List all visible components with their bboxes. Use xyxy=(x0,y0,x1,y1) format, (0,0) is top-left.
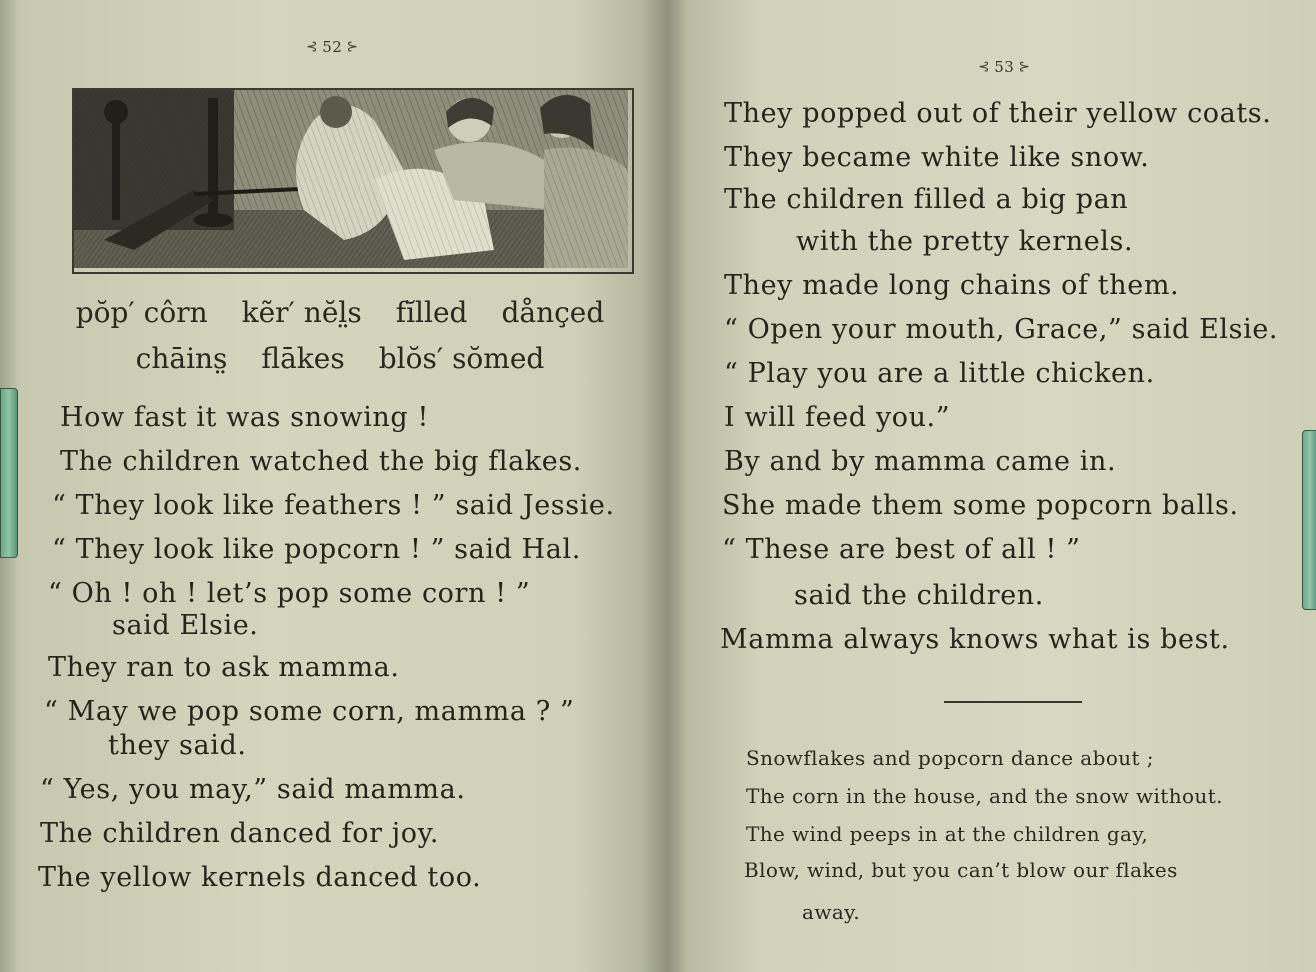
text-line: I will feed you.” xyxy=(724,402,951,433)
ornament-right-icon: ⊱ xyxy=(346,39,359,55)
vocabulary-row-1 xyxy=(60,296,620,329)
text-line: “ They look like popcorn ! ” said Hal. xyxy=(52,534,581,565)
right-page-number xyxy=(978,58,1031,76)
ornament-left-icon: ⊰ xyxy=(306,39,319,55)
text-line: with the pretty kernels. xyxy=(796,226,1134,257)
poem-line: Snowflakes and popcorn dance about ; xyxy=(746,746,1154,770)
text-line: The children filled a big pan xyxy=(724,184,1129,215)
left-bookmark-tab xyxy=(0,388,18,558)
text-line: They ran to ask mamma. xyxy=(48,652,400,683)
ornament-left-icon: ⊰ xyxy=(978,59,991,75)
vocab-word: fĭlled xyxy=(395,296,468,329)
poem-line: away. xyxy=(802,900,860,924)
text-line: She made them some popcorn balls. xyxy=(722,490,1239,521)
divider-rule xyxy=(944,701,1082,703)
text-line: said Elsie. xyxy=(112,610,259,641)
text-line: “ They look like feathers ! ” said Jessie. xyxy=(52,490,615,521)
text-line: The children danced for joy. xyxy=(40,818,440,849)
right-bookmark-tab xyxy=(1302,430,1316,610)
vocab-word: dånçed xyxy=(501,296,605,329)
text-line: they said. xyxy=(108,730,247,761)
illustration xyxy=(72,88,634,274)
text-line: “ Play you are a little chicken. xyxy=(724,358,1155,389)
vocab-word: pŏp′ côrn xyxy=(75,296,208,329)
text-line: Mamma always knows what is best. xyxy=(720,624,1230,655)
text-line: “ May we pop some corn, mamma ? ” xyxy=(44,696,575,727)
illustration-engraving xyxy=(74,90,628,268)
text-line: said the children. xyxy=(794,580,1044,611)
text-line: The children watched the big flakes. xyxy=(60,446,582,477)
poem-line: Blow, wind, but you can’t blow our flakes xyxy=(744,858,1178,882)
vocab-word: blŏs′ sŏmed xyxy=(378,342,545,375)
vocabulary-row-2 xyxy=(60,342,620,375)
vocab-word: chāins̤ xyxy=(135,342,228,375)
text-line: They popped out of their yellow coats. xyxy=(724,98,1272,129)
poem-line: The corn in the house, and the snow without. xyxy=(746,784,1223,808)
text-line: By and by mamma came in. xyxy=(724,446,1117,477)
text-line: They became white like snow. xyxy=(724,142,1150,173)
text-line: How fast it was snowing ! xyxy=(60,402,429,433)
ornament-right-icon: ⊱ xyxy=(1018,59,1031,75)
right-page-number-text: 53 xyxy=(994,58,1015,76)
left-page-number-text: 52 xyxy=(322,38,343,56)
vocab-word: kẽr′ nĕl̤s xyxy=(241,296,362,329)
text-line: “ These are best of all ! ” xyxy=(722,534,1081,565)
poem-line: The wind peeps in at the children gay, xyxy=(746,822,1149,846)
right-page xyxy=(668,0,1316,972)
text-line: “ Oh ! oh ! let’s pop some corn ! ” xyxy=(48,578,531,609)
text-line: They made long chains of them. xyxy=(724,270,1180,301)
left-page-number xyxy=(306,38,359,56)
vocab-word: flākes xyxy=(261,342,345,375)
text-line: “ Open your mouth, Grace,” said Elsie. xyxy=(724,314,1279,345)
text-line: The yellow kernels danced too. xyxy=(38,862,482,893)
text-line: “ Yes, you may,” said mamma. xyxy=(40,774,466,805)
